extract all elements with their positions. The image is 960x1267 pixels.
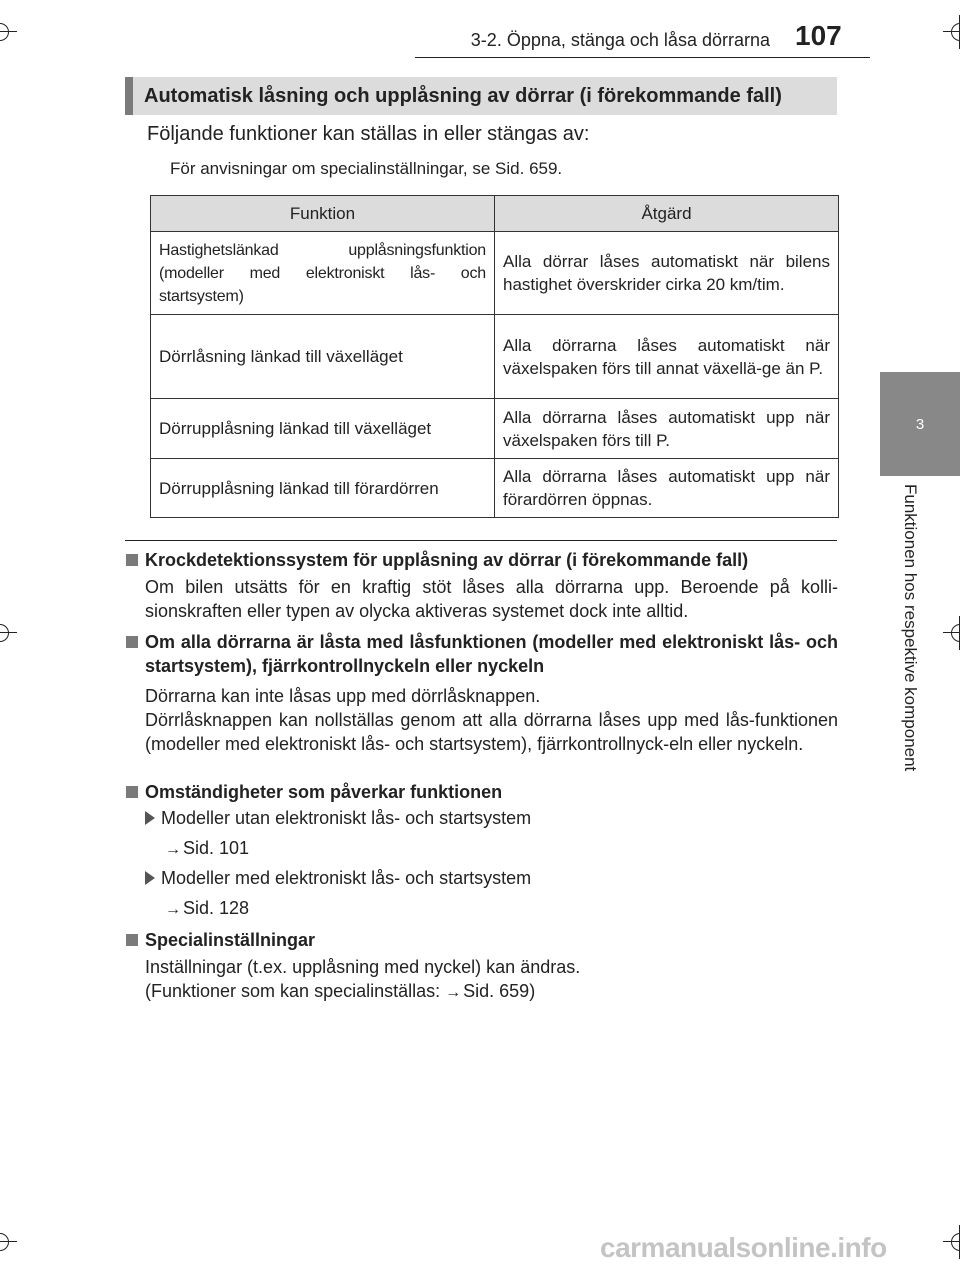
column-header-atgard: Åtgärd (495, 196, 839, 232)
table-cell-atgard: Alla dörrarna låses automatiskt när växelspaken förs till annat växellä-ge än P. (495, 315, 839, 399)
circumstances-title: Omständigheter som påverkar funktionen (126, 780, 838, 804)
locked-doors-title: Om alla dörrarna är låsta med låsfunktionen (modeller med elektroniskt lås- och startsystem), fjärrkontrollnyckeln eller nyckeln (126, 630, 838, 678)
locked-doors-block (126, 630, 838, 756)
table-header-row (151, 196, 839, 232)
special-settings-title: Specialinställningar (126, 928, 838, 952)
locked-doors-body-1: Dörrarna kan inte låsas upp med dörrlåsknappen. (145, 686, 541, 706)
table-row (151, 232, 839, 315)
circumstances-ref-1: → Sid. 101 (165, 838, 250, 858)
table-cell-atgard: Alla dörrarna låses automatiskt upp när förardörren öppnas. (495, 459, 839, 518)
bullet-square-icon (126, 786, 138, 798)
intro-text: Följande funktioner kan ställas in eller stängas av: (147, 123, 590, 145)
chapter-label: Funktionen hos respektive komponent (901, 484, 920, 772)
locked-doors-body-2: Dörrlåsknappen kan nollställas genom att alla dörrarna låses upp med lås-funktionen (modeller med elektroniskt lås- och startsystem), fjärrkontrollnyck-eln eller nyckeln. (145, 710, 838, 754)
registration-mark (0, 616, 17, 650)
crash-detection-title: Krockdetektionssystem för upplåsning av dörrar (i förekommande fall) (126, 548, 838, 572)
arrow-right-icon: → (165, 901, 181, 918)
table-cell-funktion: Hastighetslänkad upplåsningsfunktion (modeller med elektroniskt lås- och startsystem) (151, 232, 495, 315)
running-header-title: 3-2. Öppna, stänga och låsa dörrarna (470, 30, 770, 50)
circumstances-ref-2: → Sid. 128 (165, 898, 250, 918)
table-row (151, 315, 839, 399)
section-heading-text: Automatisk låsning och upplåsning av dörrar (i förekommande fall) (144, 85, 782, 107)
circumstances-item-2: Modeller med elektroniskt lås- och startsystem (145, 868, 531, 889)
crash-detection-block (126, 548, 838, 623)
circumstances-block (126, 780, 838, 804)
section-divider (125, 540, 837, 541)
table-row (151, 399, 839, 459)
circumstances-item-1: Modeller utan elektroniskt lås- och startsystem (145, 808, 531, 829)
chapter-tab (880, 372, 960, 476)
function-table (150, 195, 839, 518)
crash-detection-body: Om bilen utsätts för en kraftig stöt låses alla dörrarna upp. Beroende på kolli-sionskraften eller typen av olycka aktiveras systemet dock inte alltid. (145, 577, 838, 621)
note-text: För anvisningar om specialinställningar, se Sid. 659. (170, 159, 563, 178)
chapter-number: 3 (915, 416, 925, 433)
table-cell-atgard: Alla dörrarna låses automatiskt upp när växelspaken förs till P. (495, 399, 839, 459)
page-number: 107 (795, 20, 842, 51)
bullet-square-icon (126, 636, 138, 648)
arrow-right-icon: → (445, 984, 462, 1001)
registration-mark (943, 15, 960, 49)
table-cell-atgard: Alla dörrar låses automatiskt när bilens hastighet överskrider cirka 20 km/tim. (495, 232, 839, 315)
registration-mark (943, 616, 960, 650)
special-settings-body-1: Inställningar (t.ex. upplåsning med nyckel) kan ändras. (145, 957, 581, 977)
table-cell-funktion: Dörrupplåsning länkad till förardörren (151, 459, 495, 518)
section-heading-bar (125, 77, 133, 115)
special-settings-body-2: (Funktioner som kan specialinställas: → Sid. 659) (126, 979, 838, 1005)
arrow-right-icon: → (165, 841, 181, 858)
registration-mark (0, 1225, 17, 1259)
header-rule (415, 57, 870, 58)
table-cell-funktion: Dörrupplåsning länkad till växelläget (151, 399, 495, 459)
section-heading (125, 77, 837, 115)
triangle-bullet-icon (145, 871, 155, 885)
table-cell-funktion: Dörrlåsning länkad till växelläget (151, 315, 495, 399)
bullet-square-icon (126, 934, 138, 946)
special-settings-block (126, 928, 838, 1005)
registration-mark (943, 1225, 960, 1259)
table-row (151, 459, 839, 518)
bullet-square-icon (126, 554, 138, 566)
triangle-bullet-icon (145, 811, 155, 825)
watermark: carmanualsonline.info (600, 1232, 887, 1263)
registration-mark (0, 15, 17, 49)
column-header-funktion: Funktion (151, 196, 495, 232)
